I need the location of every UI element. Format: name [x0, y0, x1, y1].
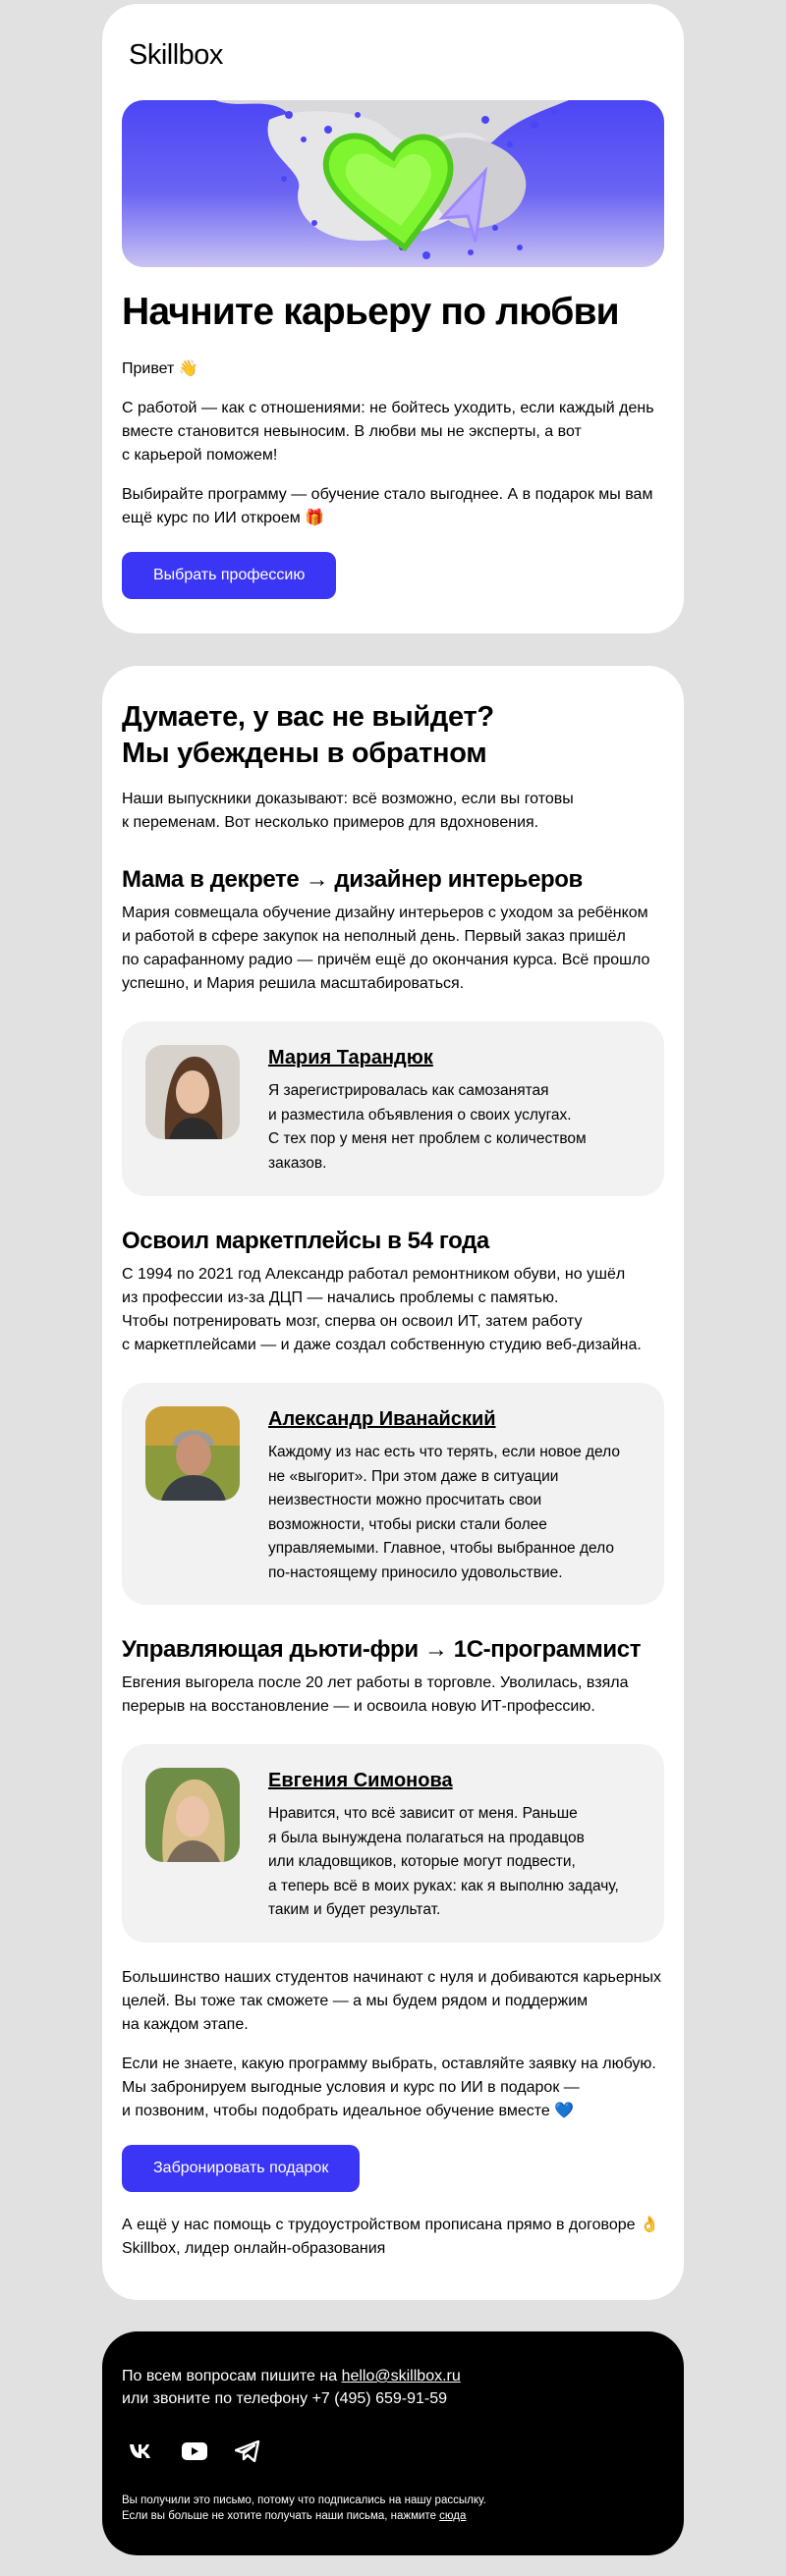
avatar [145, 1045, 240, 1139]
footer [102, 2331, 684, 2555]
email-link[interactable]: hello@skillbox.ru [341, 2368, 461, 2384]
story-text: С 1994 по 2021 год Александр работал ремонтником обуви, но ушёл из профессии из-за ДЦП — начались проблемы с памятью. Чтобы потренировать мозг, сперва он освоил ИТ, затем работу с маркетплейсами — и даже создал собственную студию веб-дизайна. [122, 1266, 642, 1353]
avatar [145, 1768, 240, 1862]
testimonial-name-link[interactable]: Александр Иванайский [268, 1408, 496, 1430]
page-title: Начните карьеру по любви [122, 291, 619, 333]
social-links [128, 2438, 664, 2465]
intro-card [102, 4, 684, 633]
telegram-icon[interactable] [234, 2439, 261, 2463]
testimonial-name-link[interactable]: Мария Тарандюк [268, 1047, 433, 1069]
footer-legal: Вы получили это письмо, потому что подписались на нашу рассылку. Если вы больше не хотите получать наши письма, нажмите сюда [122, 2494, 486, 2522]
footer-phone: или звоните по телефону +7 (495) 659-91-59 [122, 2390, 448, 2407]
avatar [145, 1406, 240, 1501]
stories-lead: Наши выпускники доказывают: всё возможно, если вы готовы к переменам. Вот несколько примеров для вдохновения. [122, 791, 574, 831]
book-gift-button[interactable]: Забронировать подарок [122, 2145, 360, 2192]
story-title: Мама в декрете → дизайнер интерьеров [122, 866, 583, 893]
youtube-icon[interactable] [181, 2439, 208, 2463]
choose-profession-button[interactable]: Выбрать профессию [122, 552, 336, 599]
testimonial-card [122, 1744, 664, 1943]
story-title: Освоил маркетплейсы в 54 года [122, 1228, 489, 1254]
testimonial-card [122, 1021, 664, 1196]
skillbox-logo[interactable]: Skillbox [129, 39, 223, 71]
story-text: Евгения выгорела после 20 лет работы в торговле. Уволилась, взяла перерыв на восстановление — и освоила новую ИТ-профессию. [122, 1674, 629, 1715]
signoff: А ещё у нас помощь с трудоустройством прописана прямо в договоре 👌 Skillbox, лидер онлайн-образования [122, 2217, 659, 2257]
testimonial-quote: Я зарегистрировалась как самозанятая и разместила объявления о своих услугах. С тех пор у меня нет проблем с количеством заказов. [268, 1082, 587, 1172]
testimonial-name-link[interactable]: Евгения Симонова [268, 1770, 453, 1791]
story-text: Мария совмещала обучение дизайну интерьеров с уходом за ребёнком и работой в сфере закупок на неполный день. Первый заказ пришёл по сарафанному радио — причём ещё до окончания курса. Всё прошло успешно, и Мария решила масштабироваться. [122, 904, 650, 992]
story-title: Управляющая дьюти-фри → 1С-программист [122, 1636, 642, 1663]
testimonial-card [122, 1383, 664, 1605]
stories-heading: Думаете, у вас не выйдет? Мы убеждены в обратном [122, 701, 494, 769]
closing-paragraph-1: Большинство наших студентов начинают с нуля и добиваются карьерных целей. Вы тоже так сможете — а мы будем рядом и поддержим на каждом этапе. [122, 1969, 661, 2033]
testimonial-quote: Нравится, что всё зависит от меня. Раньше я была вынуждена полагаться на продавцов или кладовщиков, которые могут подвести, а теперь всё в моих руках: как я выполню задачу, таким и будет результат. [268, 1805, 619, 1918]
closing-paragraph-2: Если не знаете, какую программу выбрать, оставляйте заявку на любую. Мы забронируем выгодные условия и курс по ИИ в подарок — и позвоним, чтобы подобрать идеальное обучение вместе 💙 [122, 2055, 656, 2119]
vk-icon[interactable] [128, 2439, 155, 2463]
footer-contact: По всем вопросам пишите на hello@skillbox.ru [122, 2368, 461, 2384]
intro-paragraph-2: Выбирайте программу — обучение стало выгоднее. А в подарок мы вам ещё курс по ИИ откроем 🎁 [122, 486, 653, 526]
intro-paragraph-1: С работой — как с отношениями: не бойтесь уходить, если каждый день вместе становится невыносим. В любви мы не эксперты, а вот с карьерой поможем! [122, 400, 654, 464]
unsubscribe-link[interactable]: сюда [439, 2510, 467, 2522]
hero-banner-image [122, 100, 664, 267]
stories-card [102, 666, 684, 2300]
greeting: Привет 👋 [122, 360, 198, 377]
testimonial-quote: Каждому из нас есть что терять, если новое дело не «выгорит». При этом даже в ситуации неизвестности можно просчитать свои возможности, чтобы риски стали более управляемыми. Главное, чтобы выбранное дело по-настоящему приносило удовольствие. [268, 1444, 620, 1581]
heart-arrow-illustration [122, 100, 664, 267]
